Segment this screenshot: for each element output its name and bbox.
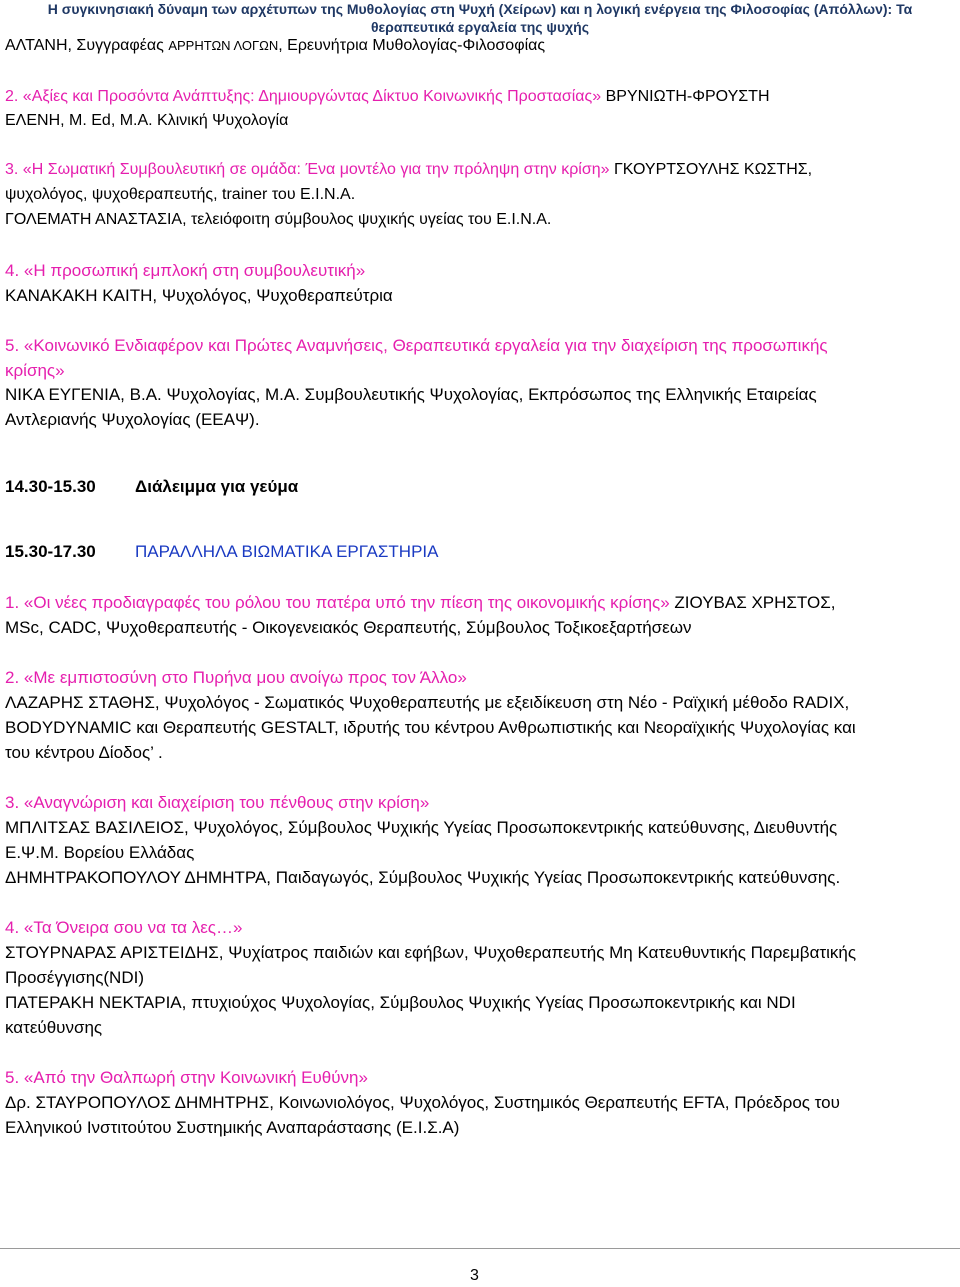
item-title: «Αναγνώριση και διαχείριση του πένθους στην κρίση» <box>23 793 430 812</box>
item-detail: ΝΙΚΑ ΕΥΓΕΝΙΑ, Β.Α. Ψυχολογίας, Μ.Α. Συμβουλευτικής Ψυχολογίας, Εκπρόσωπος της Ελληνικής Εταιρείας <box>5 385 817 404</box>
item-detail: ΛΑΖΑΡΗΣ ΣΤΑΘΗΣ, Ψυχολόγος - Σωματικός Ψυχοθεραπευτής με εξειδίκευση στη Νέο - Ραϊχική μέθοδο RADIX, <box>5 693 850 712</box>
session-item-4 <box>5 260 365 282</box>
header-line-1: Η συγκινησιακή δύναμη των αρχέτυπων της Μυθολογίας στη Ψυχή (Χείρων) και η λογική ενέργεια της Φιλοσοφίας (Απόλλων): Τα <box>47 1 913 17</box>
item-title-cont: κρίσης» <box>5 361 65 380</box>
item-title: «Αξίες και Προσόντα Ανάπτυξης: Δημιουργώντας Δίκτυο Κοινωνικής Προστασίας» <box>22 88 602 105</box>
header-line-2: θεραπευτικά εργαλεία της ψυχής <box>370 19 590 35</box>
intro-book: ΑΡΡΗΤΩΝ ΛΟΓΩΝ <box>168 38 279 53</box>
workshops-time: 15.30-17.30 <box>5 542 96 561</box>
item-title: «Η Σωματική Συμβουλευτική σε ομάδα: Ένα μοντέλο για την πρόληψη στην κρίση» <box>22 161 610 178</box>
item-number: 4. <box>5 261 24 280</box>
item-detail: ΓΟΛΕΜΑΤΗ ΑΝΑΣΤΑΣΙΑ, τελειόφοιτη σύμβουλος ψυχικής υγείας του Ε.Ι.Ν.Α. <box>5 211 552 228</box>
item-detail: ψυχολόγος, ψυχοθεραπευτής, trainer του Ε.Ι.Ν.Α. <box>5 186 356 203</box>
item-detail: ΠΑΤΕΡΑΚΗ ΝΕΚΤΑΡΙΑ, πτυχιούχος Ψυχολογίας, Σύμβουλος Ψυχικής Υγείας Προσωποκεντρικής και NDI <box>5 993 796 1012</box>
item-detail: Ε.Ψ.Μ. Βορείου Ελλάδας <box>5 843 195 862</box>
item-number: 5. <box>5 336 24 355</box>
item-title: «Τα Όνειρα σου να τα λες…» <box>23 918 243 937</box>
item-number: 5. <box>5 1068 24 1087</box>
item-title: «Οι νέες προδιαγραφές του ρόλου του πατέρα υπό την πίεση της οικονομικής κρίσης» <box>23 593 670 612</box>
session-item-2 <box>5 86 770 108</box>
item-detail: MSc, CADC, Ψυχοθεραπευτής - Οικογενειακός Θεραπευτής, Σύμβουλος Τοξικοεξαρτήσεων <box>5 618 692 637</box>
item-number: 3. <box>5 793 24 812</box>
item-detail: BODYDYNAMIC και Θεραπευτής GESTALT, ιδρυτής του κέντρου Ανθρωπιστικής και Νεοραϊχικής Ψυχολογίας και <box>5 718 856 737</box>
break-time: 14.30-15.30 <box>5 477 96 496</box>
item-speaker: ΓΚΟΥΡΤΣΟΥΛΗΣ ΚΩΣΤΗΣ, <box>609 161 813 178</box>
item-number: 4. <box>5 918 24 937</box>
page-number: 3 <box>470 1267 479 1284</box>
intro-rest: , Ερευνήτρια Μυθολογίας-Φιλοσοφίας <box>278 37 546 54</box>
workshop-item-4 <box>5 917 242 939</box>
footer-rule <box>0 1248 960 1249</box>
break-label: Διάλειμμα για γεύμα <box>135 477 299 496</box>
item-speaker: ΖΙΟΥΒΑΣ ΧΡΗΣΤΟΣ, <box>669 593 836 612</box>
item-detail: ΣΤΟΥΡΝΑΡΑΣ ΑΡΙΣΤΕΙΔΗΣ, Ψυχίατρος παιδιών και εφήβων, Ψυχοθεραπευτής Μη Κατευθυντικής Παρεμβατικής <box>5 943 857 962</box>
workshops-label: ΠΑΡΑΛΛΗΛΑ ΒΙΩΜΑΤΙΚΑ ΕΡΓΑΣΤΗΡΙΑ <box>135 542 439 561</box>
item-detail: Ελληνικού Ινστιτούτου Συστημικής Αναπαράστασης (Ε.Ι.Σ.Α) <box>5 1118 460 1137</box>
item-detail: κατεύθυνσης <box>5 1018 103 1037</box>
item-speaker: ΒΡΥΝΙΩΤΗ-ΦΡΟΥΣΤΗ <box>601 88 770 105</box>
item-title: «Με εμπιστοσύνη στο Πυρήνα μου ανοίγω προς τον Άλλο» <box>23 668 467 687</box>
running-header <box>0 0 960 36</box>
item-detail: του κέντρου Δίοδος’ . <box>5 743 163 762</box>
item-detail: ΚΑΝΑΚΑΚΗ ΚΑΙΤΗ, Ψυχολόγος, Ψυχοθεραπεύτρια <box>5 286 393 305</box>
item-detail: ΕΛΕΝΗ, Μ. Ed, Μ.Α. Κλινική Ψυχολογία <box>5 112 289 129</box>
intro-line <box>5 35 545 57</box>
workshop-item-3 <box>5 792 429 814</box>
workshop-item-5 <box>5 1067 368 1089</box>
item-number: 1. <box>5 593 24 612</box>
item-detail: Δρ. ΣΤΑΥΡΟΠΟΥΛΟΣ ΔΗΜΗΤΡΗΣ, Κοινωνιολόγος, Ψυχολόγος, Συστημικός Θεραπευτής EFTA, Πρόεδρος του <box>5 1093 840 1112</box>
item-number: 2. <box>5 668 24 687</box>
item-number: 2. <box>5 88 23 105</box>
item-detail: ΜΠΛΙΤΣΑΣ ΒΑΣΙΛΕΙΟΣ, Ψυχολόγος, Σύμβουλος Ψυχικής Υγείας Προσωποκεντρικής κατεύθυνσης, Διευθυντής <box>5 818 838 837</box>
intro-name: ΑΛΤΑΝΗ, Συγγραφέας <box>5 37 164 54</box>
session-item-3 <box>5 159 812 181</box>
item-detail: Αντλεριανής Ψυχολογίας (ΕΕΑΨ). <box>5 410 260 429</box>
workshop-item-1 <box>5 592 835 614</box>
workshop-item-2 <box>5 667 467 689</box>
item-title: «Η προσωπική εμπλοκή στη συμβουλευτική» <box>23 261 366 280</box>
item-title: «Κοινωνικό Ενδιαφέρον και Πρώτες Αναμνήσεις, Θεραπευτικά εργαλεία για την διαχείριση της προσωπικής <box>23 336 828 355</box>
item-detail: ΔΗΜΗΤΡΑΚΟΠΟΥΛΟΥ ΔΗΜΗΤΡΑ, Παιδαγωγός, Σύμβουλος Ψυχικής Υγείας Προσωποκεντρικής κατεύθυνσης. <box>5 868 841 887</box>
item-detail: Προσέγγισης(NDI) <box>5 968 144 987</box>
item-title: «Από την Θαλπωρή στην Κοινωνική Ευθύνη» <box>23 1068 368 1087</box>
session-item-5 <box>5 335 828 357</box>
item-number: 3. <box>5 161 23 178</box>
